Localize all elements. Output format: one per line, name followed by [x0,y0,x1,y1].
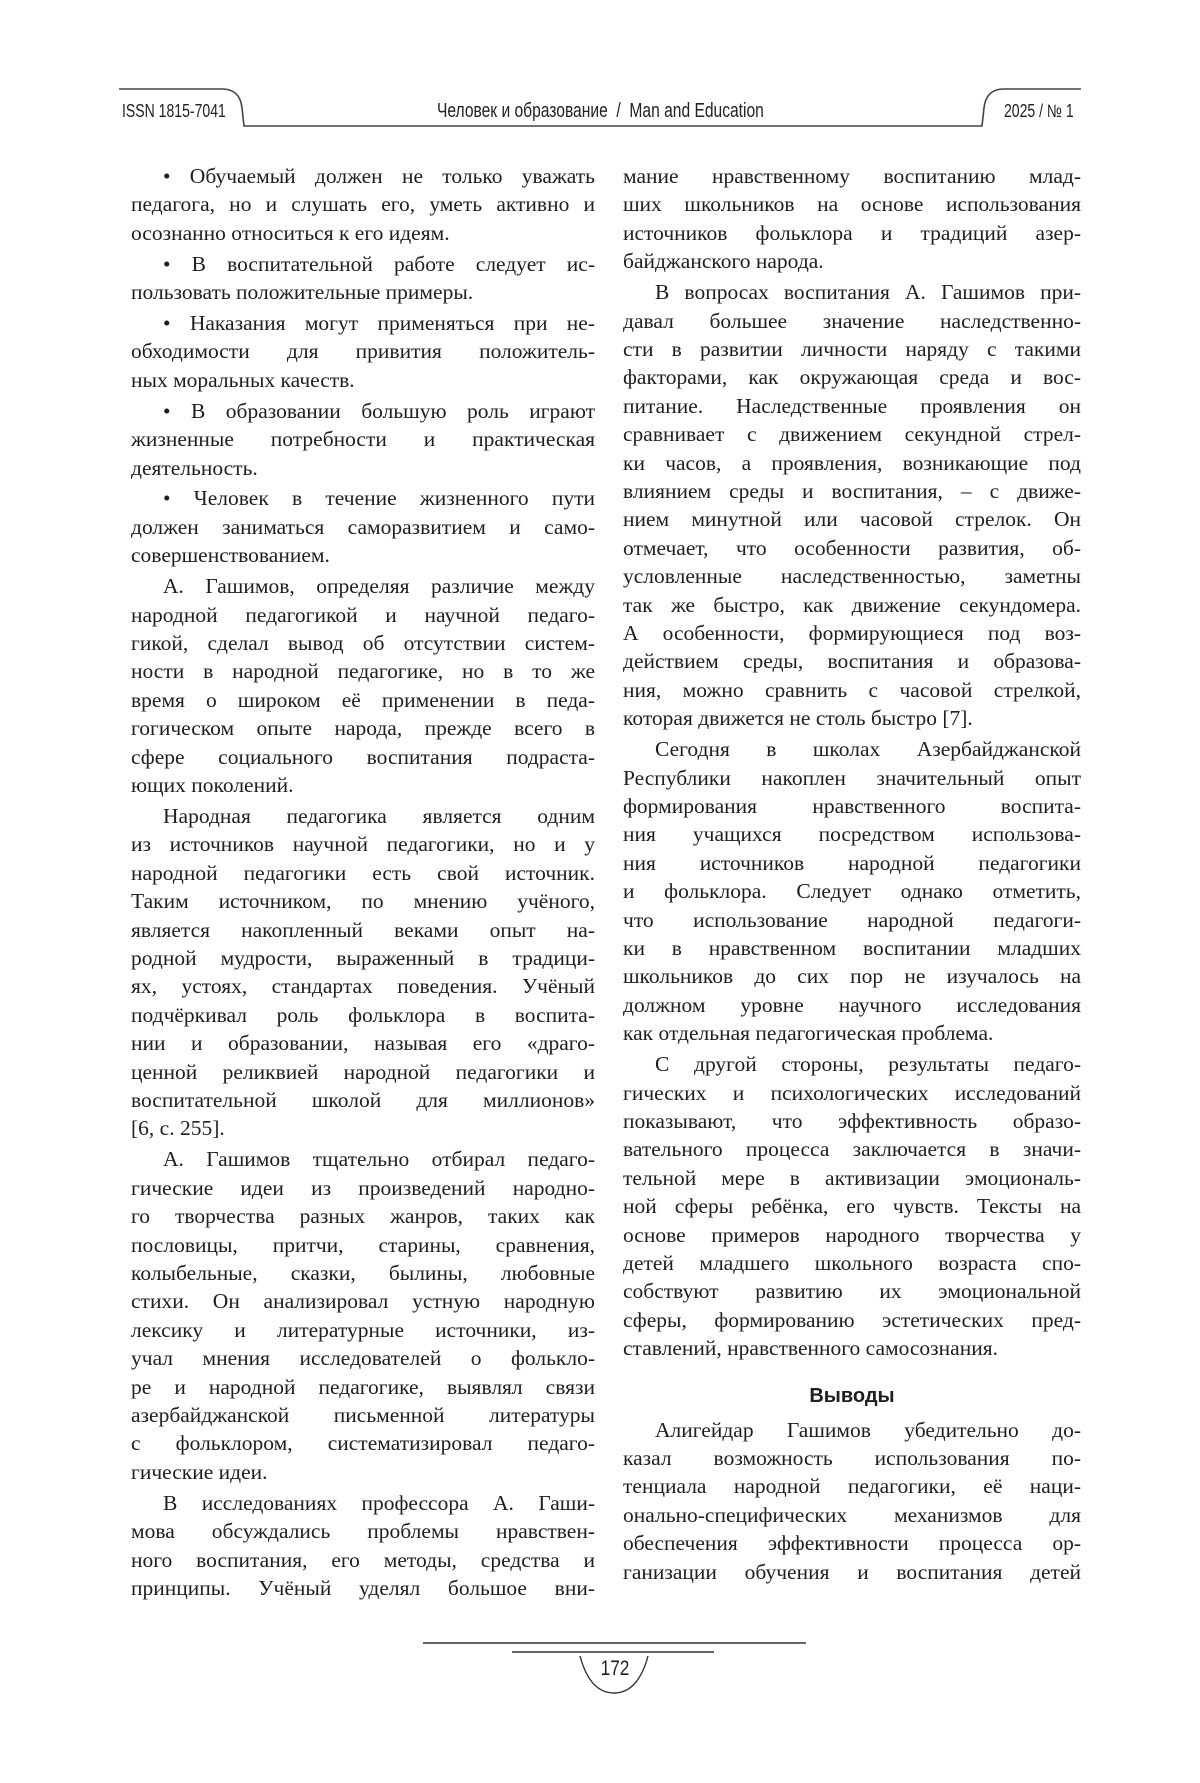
journal-title: Человек и образование / Man and Education [437,100,764,123]
text-line: гикой, сделал вывод об отсутствии систем- [131,629,595,657]
text-line: онально-специфических механизмов для [623,1501,1081,1529]
text-line: ной сферы ребёнка, его чувств. Тексты на [623,1192,1081,1220]
text-line: ях, устоях, стандартах поведения. Учёный [131,972,595,1000]
text-line: ности в народной педагогике, но в то же [131,657,595,685]
left-column [131,162,595,1605]
text-line: [6, с. 255]. [131,1114,595,1142]
text-line: и фольклора. Следует однако отметить, [623,877,1081,905]
text-line: влиянием среды и воспитания, – с движе- [623,477,1081,505]
text-line: ных моральных качеств. [131,366,595,394]
text-line: сравнивает с движением секундной стрел- [623,420,1081,448]
text-line: тенциала народной педагогики, её наци- [623,1472,1081,1500]
section-heading: Выводы [623,1382,1081,1410]
text-line: формирования нравственного воспита- [623,792,1081,820]
text-line: с фольклором, систематизировал педаго- [131,1429,595,1457]
text-line: ния источников народной педагогики [623,849,1081,877]
text-line: байджанского народа. [623,247,1081,275]
text-line: гические идеи. [131,1458,595,1486]
text-line: • Обучаемый должен не только уважать [131,162,595,190]
text-line: С другой стороны, результаты педаго- [623,1050,1081,1078]
text-line: пользовать положительные примеры. [131,278,595,306]
paragraph [623,278,1081,733]
paragraph [623,1416,1081,1586]
paragraph [131,484,595,569]
text-line: родной мудрости, выраженный в традици- [131,944,595,972]
paragraph [131,250,595,307]
text-line: что использование народной педагоги- [623,906,1081,934]
text-line: тельной мере в активизации эмоциональ- [623,1164,1081,1192]
text-line: учал мнения исследователей о фолькло- [131,1344,595,1372]
text-line: осознанно относиться к его идеям. [131,219,595,247]
text-line: • Человек в течение жизненного пути [131,484,595,512]
paragraph [131,397,595,482]
text-line: А особенности, формирующиеся под воз- [623,619,1081,647]
text-line: ставлений, нравственного самосознания. [623,1334,1081,1362]
text-line: факторами, как окружающая среда и вос- [623,363,1081,391]
text-line: сфере социального воспитания подраста- [131,743,595,771]
text-line: • В воспитательной работе следует ис- [131,250,595,278]
text-line: ганизации обучения и воспитания детей [623,1558,1081,1586]
text-line: казал возможность использования по- [623,1444,1081,1472]
text-line: стихи. Он анализировал устную народную [131,1287,595,1315]
text-line: гических и психологических исследований [623,1079,1081,1107]
text-line: ре и народной педагогике, выявлял связи [131,1373,595,1401]
text-line: так же быстро, как движение секундомера. [623,591,1081,619]
text-line: обеспечения эффективности процесса ор- [623,1529,1081,1557]
text-line: Сегодня в школах Азербайджанской [623,735,1081,763]
text-line: мова обсуждались проблемы нравствен- [131,1517,595,1545]
text-line: давал большее значение наследственно- [623,307,1081,335]
text-line: как отдельная педагогическая проблема. [623,1019,1081,1047]
text-line: А. Гашимов, определяя различие между [131,572,595,600]
text-line: обходимости для привития положитель- [131,337,595,365]
paragraph [623,1050,1081,1362]
text-line: • В образовании большую роль играют [131,397,595,425]
text-line: собствуют развитию их эмоциональной [623,1277,1081,1305]
text-line: основе примеров народного творчества у [623,1221,1081,1249]
paragraph [131,572,595,799]
text-line: Народная педагогика является одним [131,802,595,830]
text-line: действием среды, воспитания и образова- [623,647,1081,675]
text-line: ших школьников на основе использования [623,190,1081,218]
page-number: 172 [595,1657,636,1681]
text-line: нием минутной или часовой стрелок. Он [623,505,1081,533]
text-line: сти в развитии личности наряду с такими [623,335,1081,363]
text-line: лексику и литературные источники, из- [131,1316,595,1344]
text-line: отмечает, что особенности развития, об- [623,534,1081,562]
text-line: питание. Наследственные проявления он [623,392,1081,420]
text-line: жизненные потребности и практическая [131,425,595,453]
text-line: воспитательной школой для миллионов» [131,1086,595,1114]
text-line: • Наказания могут применяться при не- [131,309,595,337]
paragraph [131,1489,595,1603]
text-line: пословицы, притчи, старины, сравнения, [131,1231,595,1259]
paragraph [623,162,1081,276]
text-line: сферы, формированию эстетических пред- [623,1306,1081,1334]
text-line: народной педагогикой и научной педаго- [131,601,595,629]
text-line: ного воспитания, его методы, средства и [131,1546,595,1574]
text-line: школьников до сих пор не изучалось на [623,962,1081,990]
text-line: детей младшего школьного возраста спо- [623,1249,1081,1277]
text-line: источников фольклора и традиций азер- [623,219,1081,247]
text-line: нии и образовании, называя его «драго- [131,1029,595,1057]
text-line: го творчества разных жанров, таких как [131,1202,595,1230]
text-line: ки часов, а проявления, возникающие под [623,449,1081,477]
text-line: Таким источником, по мнению учёного, [131,887,595,915]
text-line: гические идеи из произведений народно- [131,1174,595,1202]
text-line: гогическом опыте народа, прежде всего в [131,714,595,742]
text-line: Алигейдар Гашимов убедительно до- [623,1416,1081,1444]
paragraph [131,802,595,1143]
text-line: мание нравственному воспитанию млад- [623,162,1081,190]
text-line: ющих поколений. [131,771,595,799]
text-line: В исследованиях профессора А. Гаши- [131,1489,595,1517]
issn: ISSN 1815-7041 [122,101,226,122]
text-line: из источников научной педагогики, но и у [131,830,595,858]
paragraph [131,1145,595,1486]
text-line: ки в нравственном воспитании младших [623,934,1081,962]
text-line: колыбельные, сказки, былины, любовные [131,1259,595,1287]
issue-number: 2025 / № 1 [1004,101,1074,122]
paragraph [623,735,1081,1047]
text-line: А. Гашимов тщательно отбирал педаго- [131,1145,595,1173]
text-line: должном уровне научного исследования [623,991,1081,1019]
text-line: является накопленный веками опыт на- [131,916,595,944]
text-line: народной педагогики есть свой источник. [131,859,595,887]
text-line: ния, можно сравнить с часовой стрелкой, [623,676,1081,704]
text-line: ценной реликвией народной педагогики и [131,1058,595,1086]
text-line: педагога, но и слушать его, уметь активно и [131,190,595,218]
text-line: В вопросах воспитания А. Гашимов при- [623,278,1081,306]
right-column [623,162,1081,1589]
text-line: должен заниматься саморазвитием и само- [131,513,595,541]
paragraph [131,162,595,247]
text-line: совершенствованием. [131,541,595,569]
text-line: условленные наследственностью, заметны [623,562,1081,590]
text-line: принципы. Учёный уделял большое вни- [131,1574,595,1602]
text-line: показывают, что эффективность образо- [623,1107,1081,1135]
text-line: азербайджанской письменной литературы [131,1401,595,1429]
text-line: вательного процесса заключается в значи- [623,1135,1081,1163]
text-line: которая движется не столь быстро [7]. [623,704,1081,732]
text-line: деятельность. [131,454,595,482]
paragraph [131,309,595,394]
text-line: Республики накоплен значительный опыт [623,764,1081,792]
text-line: время о широком её применении в педа- [131,686,595,714]
text-line: ния учащихся посредством использова- [623,820,1081,848]
text-line: подчёркивал роль фольклора в воспита- [131,1001,595,1029]
